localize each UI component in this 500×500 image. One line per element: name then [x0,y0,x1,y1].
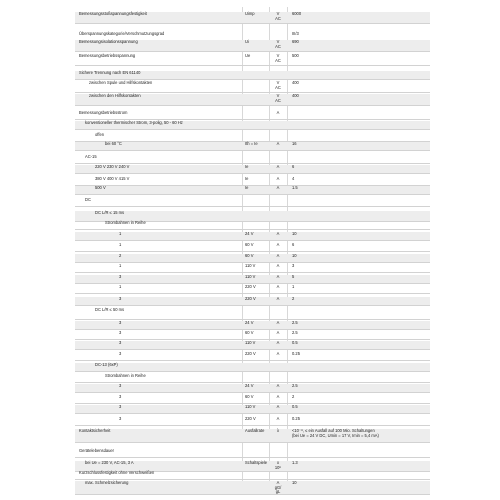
row-value [292,40,299,45]
row-symbol: Ui [245,39,249,44]
value-line: 1.5 [292,185,298,190]
row-unit [271,417,285,422]
row-value [292,232,297,237]
row-unit [271,54,285,63]
row-description: Bemessungsbetriebsspannung [79,53,136,58]
unit-line: A [276,176,280,181]
row-value [292,331,298,336]
value-line: 0.25 [292,416,300,421]
spec-row [75,321,430,330]
row-value [292,405,298,410]
spec-row [75,363,430,372]
value-line: 1.3 [292,460,298,465]
row-description: 3 [119,296,122,301]
spec-row [75,481,430,495]
row-value [292,177,294,182]
row-description: Bemessungsbetriebsstrom [79,110,128,115]
value-line: 500 [292,53,299,58]
unit-line: λ [276,428,280,433]
row-unit [271,243,285,248]
row-value [292,243,294,248]
unit-line: gL [275,489,281,495]
spec-row [75,429,430,443]
unit-line: A [276,110,280,115]
unit-line: A [276,416,280,421]
unit-line: AC [275,97,281,103]
row-description: 1 [119,263,122,268]
value-line: 0.25 [292,351,300,356]
spec-row [75,352,430,361]
row-symbol: 220 V [245,416,256,421]
row-description: 3 [119,351,122,356]
value-line: 10 [292,253,297,258]
row-description: 2 [119,253,122,258]
value-line: 6 [292,242,295,247]
value-line: 400 [292,80,299,85]
unit-line: gG/ [274,484,282,490]
row-unit [271,461,285,470]
row-description: 500 V [95,185,106,190]
value-line: 16 [292,141,297,146]
unit-line: A [276,242,280,247]
row-unit [271,481,285,495]
spec-row [75,405,430,414]
spec-row [75,232,430,241]
row-unit [271,264,285,269]
unit-line: A [276,480,280,485]
spec-row [75,275,430,284]
spec-row [75,471,430,480]
spec-row [75,395,430,404]
spec-row [75,155,430,164]
row-description: max. Schmelzsicherung [85,480,129,485]
row-value [292,395,294,400]
spec-row [75,308,430,320]
spec-row [75,186,430,195]
unit-line: A [276,383,280,388]
unit-line: x [276,460,280,465]
unit-line: AC [275,84,281,90]
value-line: 6000 [292,11,302,16]
unit-line: A [276,330,280,335]
row-unit [271,405,285,410]
unit-line: A [276,394,280,399]
row-value [292,352,300,357]
value-line: 2.5 [292,320,298,325]
row-unit [271,297,285,302]
row-value [292,32,299,37]
unit-line: A [276,231,280,236]
row-value [292,321,298,326]
row-symbol: 24 V [245,320,254,325]
row-symbol: Ith = Ie [245,141,258,146]
value-line: 690 [292,39,299,44]
row-unit [271,111,285,116]
row-description: zwischen den Hilfskontakten [89,93,141,98]
value-line: 2.5 [292,383,298,388]
value-line: 2 [292,296,295,301]
row-description: Bemessungsstoßspannungsfestigkeit [79,11,147,16]
unit-line: A [276,351,280,356]
value-line: 4 [292,176,295,181]
unit-line: A [276,263,280,268]
row-unit [271,232,285,237]
spec-row [75,243,430,252]
row-unit [271,331,285,336]
unit-line: V [276,11,280,16]
row-description: DC-13 (6xP) [95,362,118,367]
value-line: 2 [292,394,295,399]
row-value [292,54,299,59]
value-line: 0.5 [292,340,298,345]
row-unit [271,165,285,170]
row-value [292,297,294,302]
row-symbol: 24 V [245,231,254,236]
row-description: zwischen Spule und Hilfskontakten [89,80,153,85]
row-symbol: 110 V [245,274,256,279]
row-symbol: Ie [245,176,249,181]
row-description: bei 60 °C [105,141,122,146]
row-value [292,186,298,191]
row-value [292,417,300,422]
spec-row [75,297,430,306]
row-symbol: 24 V [245,383,254,388]
spec-row [75,111,430,120]
row-unit [271,395,285,400]
row-description: 1 [119,242,122,247]
value-line: 400 [292,93,299,98]
spec-row [75,285,430,294]
unit-line: A [276,164,280,169]
row-value [292,142,297,147]
row-symbol: 110 V [245,263,256,268]
row-value [292,94,299,99]
value-line: 10 [292,480,297,485]
row-description: 3 [119,340,122,345]
row-description: Gerätelebensdauer [79,448,115,453]
row-description: konventioneller thermischer Strom, 3-polig, 50 - 60 Hz [85,120,183,125]
row-value [292,481,297,486]
row-description: DC L/R ≤ 15 ms [95,210,125,215]
spec-row [75,81,430,93]
row-unit [271,352,285,357]
value-line: 1 [292,284,295,289]
row-description: 3 [119,330,122,335]
value-line: <10⁻⁸, ≤ ein Ausfall auf 100 Mio. Schaltungen [292,428,375,433]
row-description: 3 [119,394,122,399]
row-unit [271,81,285,90]
spec-row [75,121,430,130]
row-value [292,12,301,17]
row-value [292,275,294,280]
spec-row [75,384,430,393]
row-description: Strombahnen in Reihe [105,373,146,378]
row-description: Kontaktsicherheit [79,428,111,433]
spec-row [75,54,430,66]
row-description: 220 V 230 V 240 V [95,164,130,169]
row-unit [271,285,285,290]
spec-row [75,449,430,458]
row-value [292,165,294,170]
unit-line: AC [275,43,281,49]
spec-row [75,40,430,52]
row-unit [271,177,285,182]
spec-row [75,12,430,24]
unit-line: A [276,141,280,146]
row-unit [271,142,285,147]
spec-row [75,264,430,273]
row-description: Kurzschlussfestigkeit ohne Verschweißen [79,470,155,475]
row-description: Überspannungskategorie/Verschmutzungsgrad [79,31,165,36]
spec-row [75,165,430,174]
row-description: Strombahnen in Reihe [105,220,146,225]
spec-sheet [75,7,430,493]
row-unit [271,384,285,389]
spec-row [75,142,430,151]
row-value [292,384,298,389]
row-unit [271,94,285,103]
row-unit [271,12,285,21]
unit-line: A [276,185,280,190]
row-description: 3 [119,383,122,388]
row-value [292,264,294,269]
row-description: DC L/R ≤ 50 ms [95,307,125,312]
unit-line: A [276,404,280,409]
row-unit [271,341,285,346]
unit-line: AC [275,15,281,21]
unit-line: A [276,284,280,289]
row-symbol: 220 V [245,351,256,356]
row-value [292,461,298,466]
unit-line: A [276,253,280,258]
row-description: 3 [119,274,122,279]
unit-line: A [276,340,280,345]
unit-line: 10⁶ [274,464,282,470]
row-symbol: Ue [245,53,251,58]
row-description: Bemessungsisolationsspannung [79,39,138,44]
row-symbol: 220 V [245,296,256,301]
row-symbol: 110 V [245,340,256,345]
row-description: offen [95,132,105,137]
spec-row [75,374,430,383]
spec-row [75,177,430,186]
row-description: 1 [119,231,122,236]
spec-row [75,198,430,207]
unit-line: A [276,320,280,325]
row-unit [271,186,285,191]
row-unit [271,254,285,259]
value-line: 5 [292,274,295,279]
unit-line: V [276,39,280,44]
row-value [292,341,298,346]
row-description: 3 [119,416,122,421]
unit-line: V [276,80,280,85]
row-symbol: Ausfallrate [245,428,265,433]
row-value [292,429,379,438]
unit-line: A [276,274,280,279]
row-unit [271,429,285,434]
row-description: Sichere Trennung nach EN 61140 [79,70,141,75]
spec-row [75,221,430,230]
unit-line: A [276,296,280,301]
value-line: 6 [292,164,295,169]
spec-row [75,341,430,350]
unit-line: AC [275,57,281,63]
row-symbol: 60 V [245,330,254,335]
value-line: 3 [292,263,295,268]
value-line: III/3 [292,31,299,36]
row-symbol: Schaltspiele [245,460,268,465]
row-value [292,81,299,86]
row-symbol: 220 V [245,284,256,289]
spec-row [75,94,430,106]
row-unit [271,321,285,326]
unit-line: V [276,53,280,58]
row-symbol: Ie [245,185,249,190]
row-symbol: 60 V [245,394,254,399]
row-symbol: 60 V [245,253,254,258]
row-description: 3 [119,320,122,325]
row-value [292,285,294,290]
row-description: bei Ue = 230 V, AC-15, 3 A [85,460,134,465]
value-line: (bei Ue = 24 V DC, Umin = 17 V, Imin = 5,4 mA) [292,432,379,438]
spec-row [75,417,430,426]
row-description: 380 V 400 V 415 V [95,176,130,181]
value-line: 2.5 [292,330,298,335]
row-symbol: 60 V [245,242,254,247]
row-unit [271,40,285,49]
row-description: 3 [119,404,122,409]
value-line: 0.5 [292,404,298,409]
spec-row [75,254,430,263]
row-description: 1 [119,284,122,289]
row-description: AC-15 [85,154,97,159]
row-unit [271,275,285,280]
unit-line: V [276,93,280,98]
value-line: 10 [292,231,297,236]
row-description: DC [85,197,91,202]
row-symbol: 110 V [245,404,256,409]
spec-row [75,331,430,340]
row-symbol: Uimp [245,11,255,16]
row-value [292,254,297,259]
spec-row [75,71,430,80]
row-symbol: Ie [245,164,249,169]
